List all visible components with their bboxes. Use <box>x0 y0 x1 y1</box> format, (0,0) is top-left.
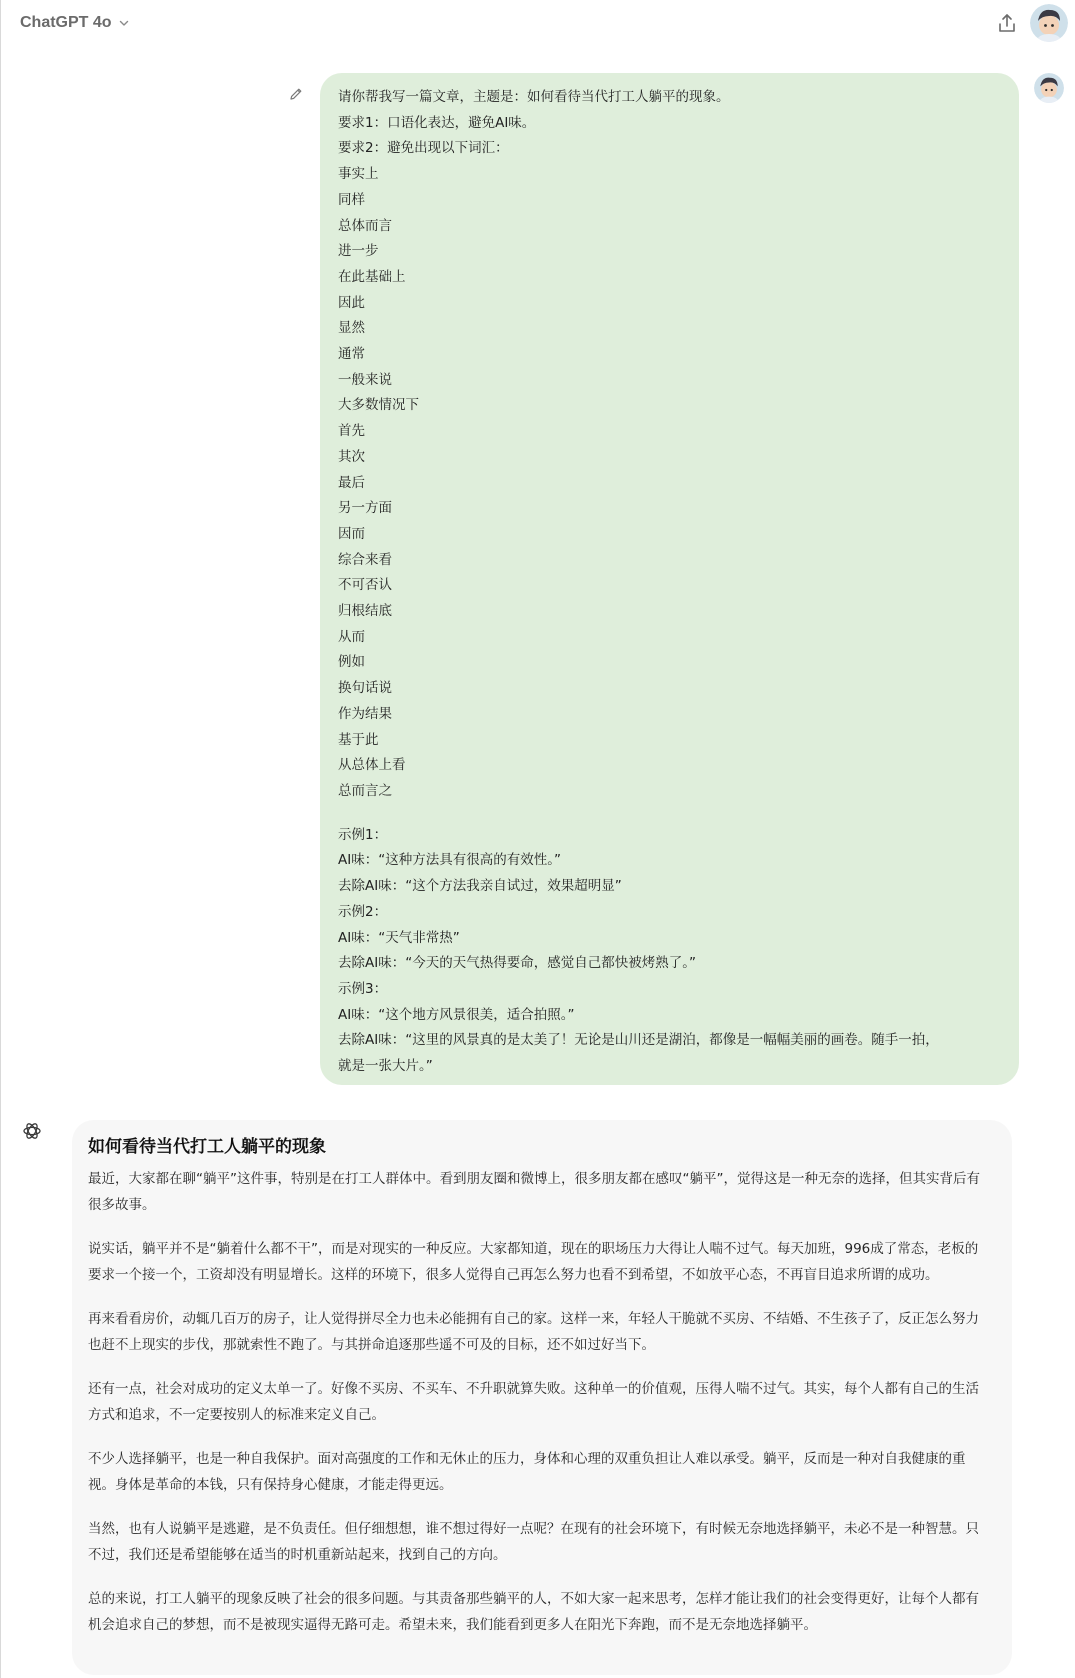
banned-word-line: 换句话说 <box>338 680 392 697</box>
message-line: 要求2：避免出现以下词汇： <box>338 140 509 157</box>
model-selector-button[interactable] <box>20 14 130 32</box>
chatgpt-logo-icon <box>21 1120 43 1142</box>
banned-word-line: 首先 <box>338 423 365 440</box>
answer-paragraph: 再来看看房价，动辄几百万的房子，让人觉得拼尽全力也未必能拥有自己的家。这样一来，年轻人干脆就不买房、不结婚、不生孩子了，反正怎么努力也赶不上现实的步伐，那就索性不跑了。与其拼命追逐那些遥不可及的目标，还不如过好当下。 <box>88 1311 979 1353</box>
message-line: 要求1：口语化表达，避免AI味。 <box>338 114 536 131</box>
example-line: 就是一张大片。” <box>338 1058 433 1075</box>
example-line: 去除AI味：“这个方法我亲自试过，效果超明显” <box>338 878 622 895</box>
banned-word-line: 大多数情况下 <box>338 397 419 414</box>
left-border <box>0 0 1 1678</box>
share-icon[interactable] <box>996 12 1018 34</box>
banned-word-line: 其次 <box>338 448 365 465</box>
example-line: AI味：“这种方法具有很高的有效性。” <box>338 852 561 869</box>
chevron-down-icon <box>118 17 130 29</box>
answer-title: 如何看待当代打工人躺平的现象 <box>88 1137 326 1157</box>
banned-word-line: 同样 <box>338 191 365 208</box>
banned-word-line: 在此基础上 <box>338 268 406 285</box>
answer-paragraph: 说实话，躺平并不是“躺着什么都不干”，而是对现实的一种反应。大家都知道，现在的职场压力大得让人喘不过气。每天加班，996成了常态，老板的要求一个接一个，工资却没有明显增长。这样的环境下，很多人觉得自己再怎么努力也看不到希望，不如放平心态，不再盲目追求所谓的成功。 <box>88 1241 979 1283</box>
example-line: 示例1： <box>338 826 388 843</box>
top-bar <box>0 0 1075 52</box>
banned-word-line: 作为结果 <box>338 705 392 722</box>
banned-word-line: 最后 <box>338 474 365 491</box>
example-line: 去除AI味：“今天的天气热得要命，感觉自己都快被烤熟了。” <box>338 955 696 972</box>
banned-word-line: 一般来说 <box>338 371 392 388</box>
model-name-label: ChatGPT 4o <box>20 14 112 31</box>
banned-word-line: 通常 <box>338 346 365 363</box>
user-message-bubble <box>320 73 1019 1085</box>
banned-word-line: 总而言之 <box>338 782 392 799</box>
banned-word-line: 另一方面 <box>338 500 392 517</box>
banned-word-line: 综合来看 <box>338 551 392 568</box>
banned-word-line: 总体而言 <box>338 217 392 234</box>
answer-paragraph: 当然，也有人说躺平是逃避，是不负责任。但仔细想想，谁不想过得好一点呢？在现有的社会环境下，有时候无奈地选择躺平，未必不是一种智慧。只不过，我们还是希望能够在适当的时机重新站起来，找到自己的方向。 <box>88 1521 979 1563</box>
account-avatar[interactable] <box>1030 4 1068 42</box>
banned-word-line: 例如 <box>338 654 365 671</box>
banned-word-line: 事实上 <box>338 166 379 183</box>
banned-word-line: 从总体上看 <box>338 757 406 774</box>
banned-word-line: 因此 <box>338 294 365 311</box>
answer-paragraph: 还有一点，社会对成功的定义太单一了。好像不买房、不买车、不升职就算失败。这种单一的价值观，压得人喘不过气。其实，每个人都有自己的生活方式和追求，不一定要按别人的标准来定义自己。 <box>88 1381 979 1423</box>
answer-paragraph: 最近，大家都在聊“躺平”这件事，特别是在打工人群体中。看到朋友圈和微博上，很多朋友都在感叹“躺平”，觉得这是一种无奈的选择，但其实背后有很多故事。 <box>88 1171 980 1213</box>
answer-paragraph: 不少人选择躺平，也是一种自我保护。面对高强度的工作和无休止的压力，身体和心理的双重负担让人难以承受。躺平，反而是一种对自我健康的重视。身体是革命的本钱，只有保持身心健康，才能走得更远。 <box>88 1451 966 1493</box>
banned-word-line: 基于此 <box>338 731 379 748</box>
example-line: 示例2： <box>338 903 388 920</box>
example-line: 示例3： <box>338 980 388 997</box>
user-message-requirements <box>338 85 999 805</box>
banned-word-line: 因而 <box>338 525 365 542</box>
banned-word-line: 显然 <box>338 320 365 337</box>
paragraph-gap <box>338 805 999 823</box>
banned-word-line: 归根结底 <box>338 603 392 620</box>
banned-word-line: 从而 <box>338 628 365 645</box>
message-line: 请你帮我写一篇文章，主题是：如何看待当代打工人躺平的现象。 <box>338 89 730 105</box>
assistant-message <box>72 1120 1012 1675</box>
example-line: 去除AI味：“这里的风景真的是太美了！无论是山川还是湖泊，都像是一幅幅美丽的画卷。随手一拍， <box>338 1032 939 1049</box>
example-line: AI味：“天气非常热” <box>338 929 460 946</box>
banned-word-line: 不可否认 <box>338 577 392 594</box>
user-message-examples <box>338 823 999 1080</box>
user-avatar <box>1034 73 1064 103</box>
banned-word-line: 进一步 <box>338 243 379 260</box>
answer-paragraph: 总的来说，打工人躺平的现象反映了社会的很多问题。与其责备那些躺平的人，不如大家一起来思考，怎样才能让我们的社会变得更好，让每个人都有机会追求自己的梦想，而不是被现实逼得无路可走。希望未来，我们能看到更多人在阳光下奔跑，而不是无奈地选择躺平。 <box>88 1591 979 1633</box>
edit-message-icon[interactable] <box>288 86 304 102</box>
example-line: AI味：“这个地方风景很美，适合拍照。” <box>338 1006 575 1023</box>
